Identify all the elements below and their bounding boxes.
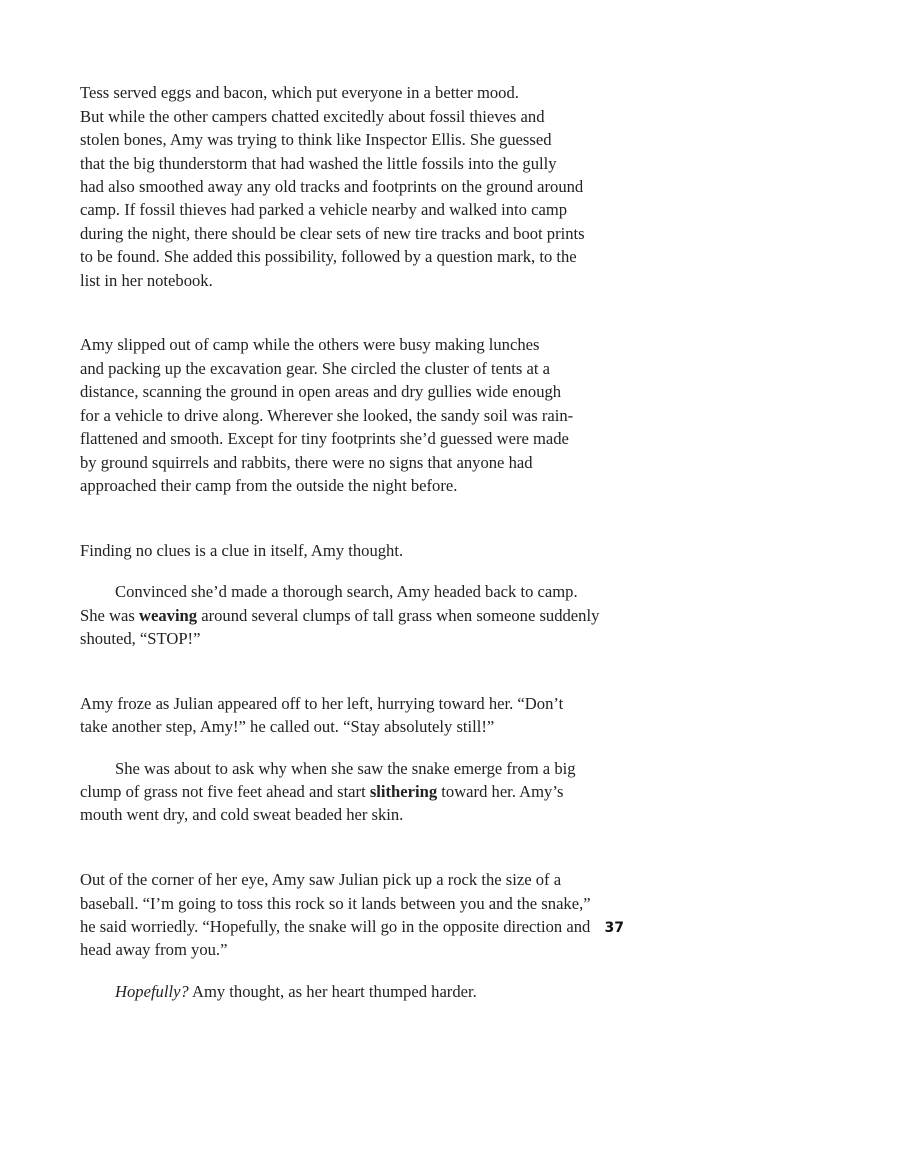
paragraph-text: Finding no clues is a clue in itself, Amy thought. xyxy=(80,540,404,560)
paragraph-text: Out of the corner of her eye, Amy saw Julian pick up a rock the size of a baseball. “I’m going to toss this rock so it lands between you and the snake,” he said worriedly. “Hopefully, the snake will go in the opposite direction and head away from you.” xyxy=(80,870,591,960)
page-number: 37 xyxy=(604,920,624,936)
paragraph xyxy=(80,980,630,1003)
vocabulary-word: weaving xyxy=(139,605,198,625)
paragraph-text: toward her. Amy’s mouth went dry, and cold sweat beaded her skin. xyxy=(80,781,564,825)
paragraph xyxy=(80,845,630,962)
page-body xyxy=(80,58,630,1021)
vocabulary-word: slithering xyxy=(369,781,438,801)
paragraph-text: Amy thought, as her heart thumped harder. xyxy=(188,981,477,1001)
paragraph xyxy=(80,515,630,562)
paragraph-text: Amy froze as Julian appeared off to her left, hurrying toward her. “Don’t take another step, Amy!” he called out. “Stay absolutely still!” xyxy=(80,693,564,737)
paragraph-text: Tess served eggs and bacon, which put everyone in a better mood. But while the other campers chatted excitedly about fossil thieves and stolen bones, Amy was trying to think like Inspector Ellis. She guessed that the big thunderstorm that had washed the little fossils into the gully had also smoothed away any old tracks and footprints on the ground around camp. If fossil thieves had parked a vehicle nearby and walked into camp during the night, there should be clear sets of new tire tracks and boot prints to be found. She added this possibility, followed by a question mark, to the list in her notebook. xyxy=(80,83,585,290)
paragraph-text: around several clumps of tall grass when someone suddenly shouted, “STOP!” xyxy=(80,605,600,648)
paragraph xyxy=(80,580,630,650)
paragraph-text: Amy slipped out of camp while the others were busy making lunches and packing up the excavation gear. She circled the cluster of tents at a distance, scanning the ground in open areas and dry gullies wide enough for a vehicle to drive along. Wherever she looked, the sandy soil was rain- flattened and smooth. Except for tiny footprints she’d guessed were made by ground squirrels and rabbits, there were no signs that anyone had approached their camp from the outside the night before. xyxy=(80,335,574,495)
paragraph xyxy=(80,668,630,738)
paragraph-text: Convinced she’d made a thorough search, Amy headed back to camp. She was xyxy=(80,582,578,625)
paragraph xyxy=(80,58,630,292)
paragraph-text: She was about to ask why when she saw the snake emerge from a big clump of grass not five feet ahead and start xyxy=(80,758,576,801)
paragraph xyxy=(80,310,630,497)
paragraph xyxy=(80,757,630,827)
emphasis-text: Hopefully? xyxy=(115,981,189,1001)
